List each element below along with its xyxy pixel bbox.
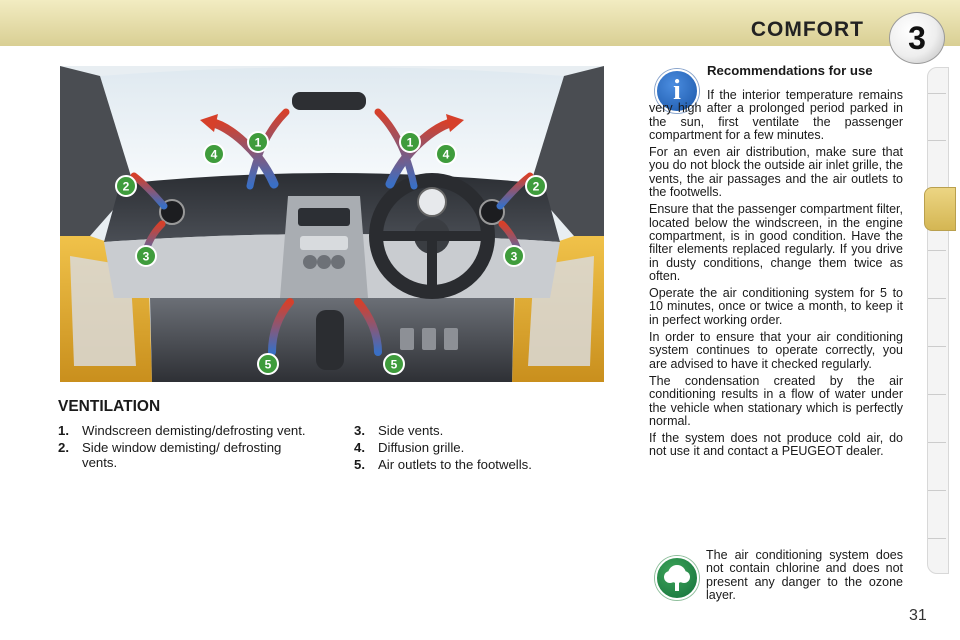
legend-item: [354, 457, 594, 472]
gear-lever-boot: [316, 310, 344, 370]
legend-number: 5.: [354, 457, 365, 472]
tab-divider: [928, 250, 946, 251]
svg-text:5: 5: [390, 357, 398, 372]
callout-4-right: [436, 144, 456, 164]
legend-item: [354, 423, 594, 438]
pedal: [444, 328, 458, 350]
svg-text:3: 3: [510, 249, 518, 264]
legend-item: [58, 440, 318, 470]
speedometer: [418, 188, 446, 216]
svg-text:2: 2: [532, 179, 540, 194]
recommendations-title: Recommendations for use: [707, 63, 873, 78]
dashboard-ventilation-illustration: [60, 66, 604, 382]
legend-text: Diffusion grille.: [378, 440, 465, 455]
callout-4-left: [204, 144, 224, 164]
tab-divider: [928, 93, 946, 94]
legend-text: Side window demisting/ defrosting vents.: [82, 440, 282, 470]
recommendation-paragraph: In order to ensure that your air conditioning system continues to operate correctly, you are advised to have it checked regularly.: [649, 330, 903, 371]
legend-item: [354, 440, 594, 455]
ventilation-heading: VENTILATION: [58, 398, 161, 415]
tab-divider: [928, 346, 946, 347]
svg-text:4: 4: [210, 147, 218, 162]
ventilation-legend-left: [58, 423, 318, 472]
tab-divider: [928, 298, 946, 299]
pedal: [400, 328, 414, 350]
audio-unit: [298, 208, 350, 226]
recommendations-body: [649, 89, 903, 463]
control-knob: [303, 255, 317, 269]
recommendation-paragraph: Operate the air conditioning system for 5 to 10 minutes, once or twice a month, to keep it in perfect working order.: [649, 286, 903, 327]
legend-number: 2.: [58, 440, 69, 455]
callout-1-left: [248, 132, 268, 152]
chapter-tab-strip: [927, 67, 949, 574]
svg-text:2: 2: [122, 179, 130, 194]
svg-text:1: 1: [406, 135, 414, 150]
legend-item: [58, 423, 318, 438]
chapter-number-badge: 3: [889, 12, 945, 64]
ventilation-legend-right: [354, 423, 594, 474]
callout-2-right: [526, 176, 546, 196]
legend-text: Windscreen demisting/defrosting vent.: [82, 423, 306, 438]
svg-text:4: 4: [442, 147, 450, 162]
recommendation-paragraph: The condensation created by the air conditioning results in a flow of water under the vehicle when stationary which is perfectly normal.: [649, 373, 903, 428]
recommendation-paragraph: For an even air distribution, make sure that you do not block the outside air inlet grille, the vents, the air passages and the air outlets to the footwells.: [649, 145, 903, 200]
dashboard-diagram: [60, 66, 604, 382]
legend-number: 4.: [354, 440, 365, 455]
windscreen: [100, 67, 564, 186]
recommendation-paragraph: If the interior temperature remains very high after a prolonged period parked in the sun, first ventilate the passenger compartment for a few minutes.: [649, 88, 903, 142]
svg-text:1: 1: [254, 135, 262, 150]
legend-text: Air outlets to the footwells.: [378, 457, 532, 472]
svg-text:3: 3: [142, 249, 150, 264]
callout-5-right: [384, 354, 404, 374]
recommendation-paragraph: Ensure that the passenger compartment filter, located below the windscreen, in the engine compartment, is in good condition. Have the filter elements replaced regularly. If you drive in dusty conditions, change them twice as often.: [649, 202, 903, 283]
recommendation-paragraph: If the system does not produce cold air, do not use it and contact a PEUGEOT dealer.: [649, 431, 903, 459]
pedal: [422, 328, 436, 350]
chapter-tab-active[interactable]: [924, 187, 956, 231]
legend-number: 1.: [58, 423, 69, 438]
tab-divider: [928, 538, 946, 539]
callout-3-left: [136, 246, 156, 266]
legend-number: 3.: [354, 423, 365, 438]
control-knob: [331, 255, 345, 269]
page-number: 31: [909, 607, 927, 624]
tab-divider: [928, 394, 946, 395]
tab-divider: [928, 490, 946, 491]
rear-view-mirror: [292, 92, 366, 110]
tab-divider: [928, 442, 946, 443]
climate-controls: [300, 236, 348, 250]
callout-1-right: [400, 132, 420, 152]
legend-text: Side vents.: [378, 423, 444, 438]
chapter-title: COMFORT: [750, 18, 864, 41]
callout-2-left: [116, 176, 136, 196]
callout-5-left: [258, 354, 278, 374]
steering-spoke: [427, 236, 437, 290]
tree-icon: [655, 556, 699, 600]
control-knob: [317, 255, 331, 269]
callout-3-right: [504, 246, 524, 266]
info-icon: i: [655, 69, 699, 113]
tab-divider: [928, 140, 946, 141]
environment-note: The air conditioning system does not contain chlorine and does not present any danger to the ozone layer.: [706, 548, 903, 602]
svg-text:5: 5: [264, 357, 272, 372]
